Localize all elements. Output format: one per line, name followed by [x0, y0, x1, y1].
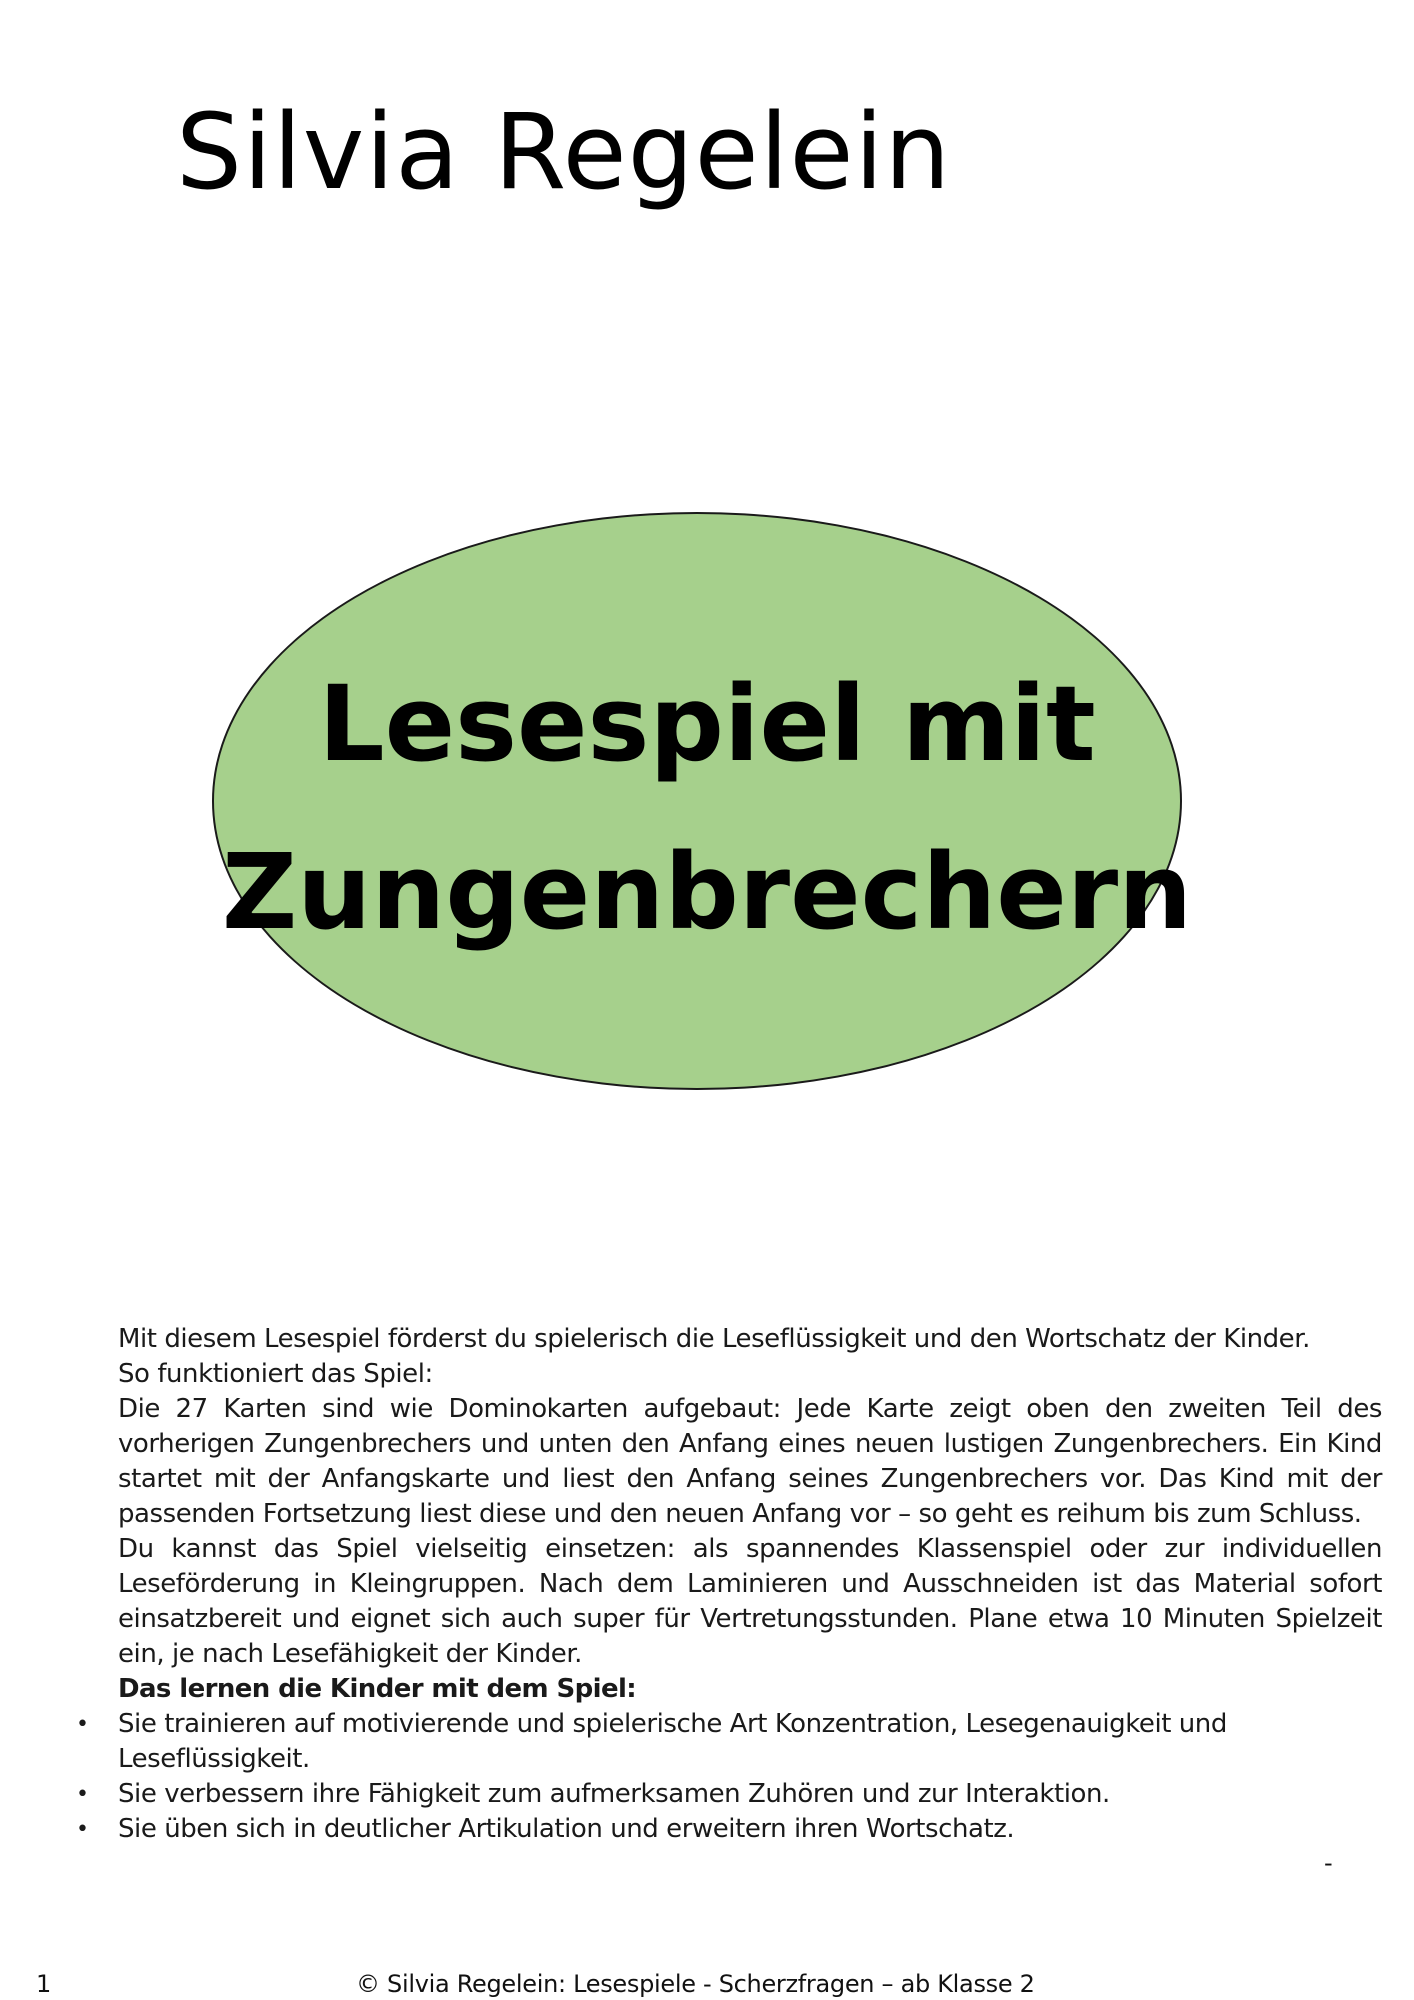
learn-list: [76, 1707, 1382, 1847]
usage-paragraph: Du kannst das Spiel vielseitig einsetzen: als spannendes Klassenspiel oder zur individuellen Leseförderung in Kleingruppen. Nach dem Laminieren und Ausschneiden ist das Material sofort einsatzbereit und eignet sich auch super für Vertretungsstunden. Plane etwa 10 Minuten Spielzeit ein, je nach Lesefähigkeit der Kinder.: [118, 1534, 1382, 1669]
footer-copyright: © Silvia Regelein: Lesespiele - Scherzfragen – ab Klasse 2: [356, 1970, 1035, 1998]
list-item-text: Sie üben sich in deutlicher Artikulation und erweitern ihren Wortschatz.: [118, 1814, 1015, 1844]
how-paragraph: Die 27 Karten sind wie Dominokarten aufgebaut: Jede Karte zeigt oben den zweiten Teil des vorherigen Zungenbrechers und unten den Anfang eines neuen lustigen Zungenbrechers. Ein Kind startet mit der Anfangskarte und liest den Anfang seines Zungenbrechers vor. Das Kind mit der passenden Fortsetzung liest diese und den neuen Anfang vor – so geht es reihum bis zum Schluss.: [118, 1394, 1382, 1529]
document-title: [212, 640, 1202, 976]
how-label: So funktioniert das Spiel:: [118, 1359, 433, 1389]
author-name: Silvia Regelein: [176, 91, 952, 213]
trailing-mark: -: [1324, 1849, 1333, 1877]
page-number: 1: [36, 1970, 52, 1998]
list-item: [76, 1777, 1382, 1812]
list-item-text: Sie trainieren auf motivierende und spielerische Art Konzentration, Lesegenauigkeit und Leseflüssigkeit.: [118, 1709, 1227, 1774]
list-item-text: Sie verbessern ihre Fähigkeit zum aufmerksamen Zuhören und zur Interaktion.: [118, 1779, 1110, 1809]
list-item: [76, 1812, 1382, 1847]
bullet-icon: •: [76, 1712, 89, 1737]
bullet-icon: •: [76, 1817, 89, 1842]
list-item: [76, 1707, 1382, 1777]
title-line-2: Zungenbrechern: [221, 831, 1193, 953]
title-line-1: Lesespiel mit: [318, 663, 1096, 785]
bullet-icon: •: [76, 1782, 89, 1807]
intro-paragraph: Mit diesem Lesespiel förderst du spielerisch die Leseflüssigkeit und den Wortschatz der Kinder.: [118, 1324, 1310, 1354]
learn-heading: Das lernen die Kinder mit dem Spiel:: [118, 1674, 637, 1704]
description-block: [76, 1322, 1382, 1847]
